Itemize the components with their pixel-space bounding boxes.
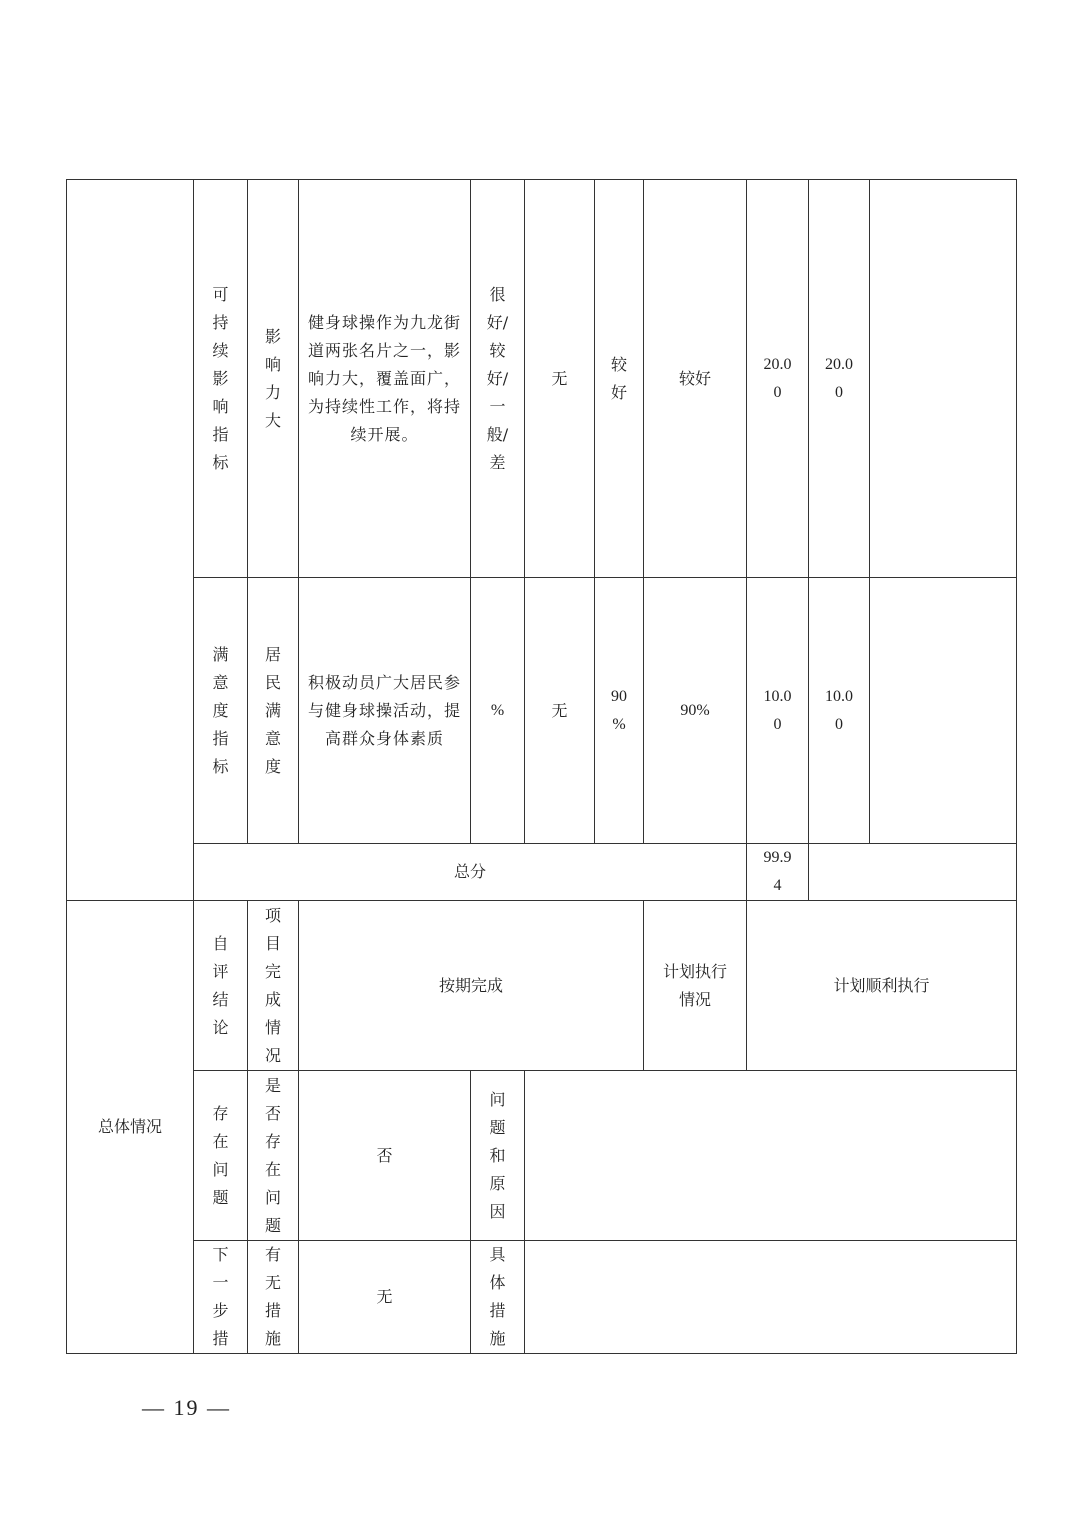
total-remark-cell (809, 844, 1017, 901)
score-cell: 20.0 0 (809, 180, 870, 578)
overall-label: 总体情况 (67, 901, 194, 1354)
category-cell-empty (67, 180, 194, 901)
plan-exec-value: 计划顺利执行 (747, 901, 1017, 1071)
measures-label: 具 体 措 施 (471, 1241, 525, 1354)
table-row (67, 578, 1017, 844)
actual-cell: 90% (644, 578, 747, 844)
next-steps-row (67, 1241, 1017, 1354)
deviation-cell: 无 (525, 180, 595, 578)
weight-cell: 10.0 0 (747, 578, 809, 844)
item-cell: 影 响 力 大 (248, 180, 299, 578)
remark-cell (870, 578, 1017, 844)
plan-exec-label: 计划执行 情况 (644, 901, 747, 1071)
problems-row (67, 1071, 1017, 1241)
completion-value: 按期完成 (299, 901, 644, 1071)
remark-cell (870, 180, 1017, 578)
table-row (67, 180, 1017, 578)
unit-cell: % (471, 578, 525, 844)
target-cell: 较 好 (595, 180, 644, 578)
has-problems-value: 否 (299, 1071, 471, 1241)
target-cell: 90 % (595, 578, 644, 844)
completion-label: 项 目 完 成 情 况 (248, 901, 299, 1071)
total-value: 99.9 4 (747, 844, 809, 901)
has-measures-label: 有 无 措 施 (248, 1241, 299, 1354)
self-eval-label: 自 评 结 论 (194, 901, 248, 1071)
weight-cell: 20.0 0 (747, 180, 809, 578)
has-problems-label: 是 否 存 在 问 题 (248, 1071, 299, 1241)
indicator-cell: 可 持 续 影 响 指 标 (194, 180, 248, 578)
page-number: — 19 — (142, 1395, 231, 1420)
total-row (67, 844, 1017, 901)
next-steps-label: 下 一 步 措 (194, 1241, 248, 1354)
problems-label: 存 在 问 题 (194, 1071, 248, 1241)
item-cell: 居 民 满 意 度 (248, 578, 299, 844)
description-cell: 健身球操作为九龙街道两张名片之一，影响力大，覆盖面广，为持续性工作，将持续开展。 (299, 180, 471, 578)
reason-value (525, 1071, 1017, 1241)
measures-value (525, 1241, 1017, 1354)
performance-table (66, 179, 1017, 1354)
self-eval-row (67, 901, 1017, 1071)
unit-cell: 很 好/ 较 好/ 一 般/ 差 (471, 180, 525, 578)
indicator-cell: 满 意 度 指 标 (194, 578, 248, 844)
reason-label: 问 题 和 原 因 (471, 1071, 525, 1241)
has-measures-value: 无 (299, 1241, 471, 1354)
description-cell: 积极动员广大居民参与健身球操活动，提高群众身体素质 (299, 578, 471, 844)
total-label: 总分 (194, 844, 747, 901)
deviation-cell: 无 (525, 578, 595, 844)
actual-cell: 较好 (644, 180, 747, 578)
score-cell: 10.0 0 (809, 578, 870, 844)
